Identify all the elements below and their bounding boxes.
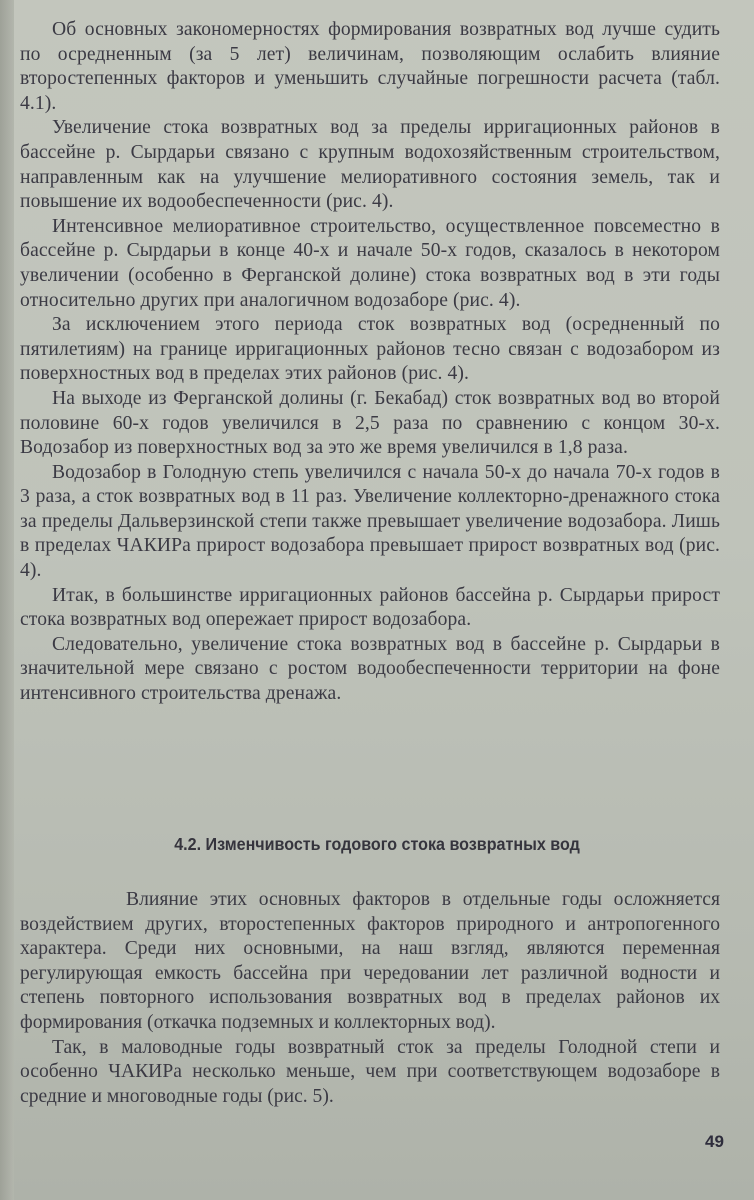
body-text-top — [20, 18, 720, 707]
page-number: 49 — [705, 1132, 724, 1151]
paragraph: Увеличение стока возвратных вод за пределы ирригационных районов в бассейне р. Сырдарьи связано с крупным водохозяйственным строительством, направленным как на улучшение мелиоративного состояния земель, так и повышение их водообеспеченности (рис. 4). — [20, 117, 720, 213]
paragraph: Так, в маловодные годы возвратный сток за пределы Голодной степи и особенно ЧАКИРа несколько меньше, чем при соответствующем водозаборе в средние и многоводные годы (рис. 5). — [20, 1036, 720, 1107]
paragraph: Об основных закономерностях формирования возвратных вод лучше судить по осредненным (за 5 лет) величинам, позволяющим ослабить влияние второстепенных факторов и уменьшить случайные погрешности расчета (табл. 4.1). — [20, 19, 720, 114]
paragraph: Итак, в большинстве ирригационных районов бассейна р. Сырдарьи прирост стока возвратных вод опережает прирост водозабора. — [20, 584, 720, 631]
section-heading: 4.2. Изменчивость годового стока возвратных вод — [174, 834, 580, 854]
paragraph: Влияние этих основных факторов в отдельные годы осложняется воздействием других, второстепенных факторов природного и антропогенного характера. Среди них основными, на наш взгляд, являются переменная регулирующая емкость бассейна при чередовании лет различной водности и степень повторного использования возвратных вод в пределах районов их формирования (откачка подземных и коллекторных вод). — [20, 889, 720, 1033]
page-edge — [0, 0, 14, 1200]
paragraph: Следовательно, увеличение стока возвратных вод в бассейне р. Сырдарьи в значительной мере связано с ростом водообеспеченности территории на фоне интенсивного строительства дренажа. — [20, 633, 720, 705]
paragraph: За исключением этого периода сток возвратных вод (осредненный по пятилетиям) на границе ирригационных районов тесно связан с водозабором из поверхностных вод в пределах этих районов (рис. 4). — [20, 314, 720, 385]
paragraph: Интенсивное мелиоративное строительство, осуществленное повсеместно в бассейне р. Сырдарьи в конце 40-х и начале 50-х годов, сказалось в некотором увеличении (особенно в Ферганской долине) стока возвратных вод в эти годы относительно других при аналогичном водозаборе (рис. 4). — [20, 215, 720, 311]
paragraph: На выходе из Ферганской долины (г. Бекабад) сток возвратных вод во второй половине 60-х годов увеличился в 2,5 раза по сравнению с концом 30-х. Водозабор из поверхностных вод за это же время увеличился в 1,8 раза. — [20, 387, 720, 459]
body-text-bottom — [20, 888, 720, 1109]
paragraph: Водозабор в Голодную степь увеличился с начала 50-х до начала 70-х годов в 3 раза, а сток возвратных вод в 11 раз. Увеличение коллекторно-дренажного стока за пределы Дальверзинской степи также превышает увеличение водозабора. Лишь в пределах ЧАКИРа прирост водозабора превышает прирост возвратных вод (рис. 4). — [20, 461, 720, 582]
